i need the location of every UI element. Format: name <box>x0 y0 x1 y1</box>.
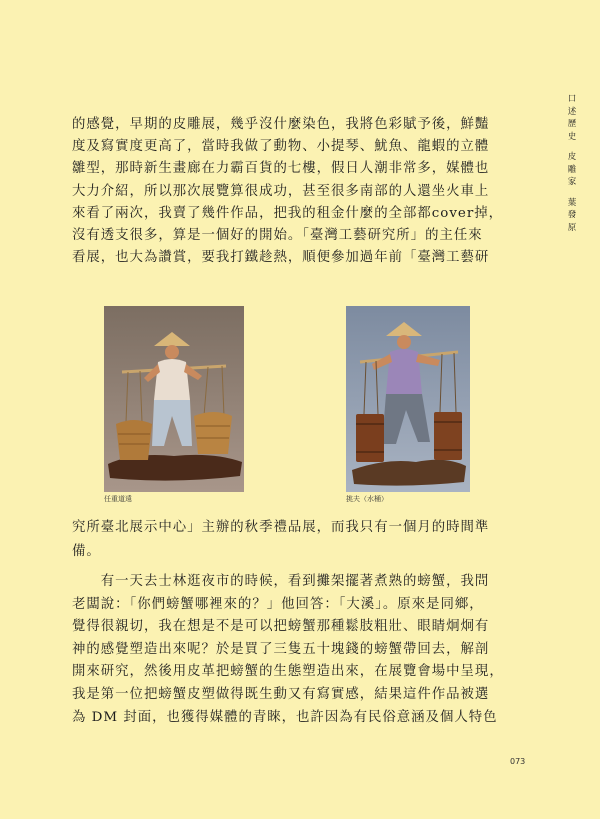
text-line: 備。 <box>72 544 101 559</box>
text-line: 開來研究，然後用皮革把螃蟹的生態塑造出來，在展覽會場中呈現， <box>72 664 504 680</box>
page-number: 073 <box>510 757 526 766</box>
figure-photo-porter-buckets <box>346 306 470 492</box>
paragraph-1 <box>72 114 520 269</box>
subject-title: 皮雕家 <box>567 152 577 187</box>
text-line: 老闆說：「你們螃蟹哪裡來的？」他回答：「大溪」。原來是同鄉， <box>72 596 484 612</box>
text-line: 沒有透支很多，算是一個好的開始。「臺灣工藝研究所」的主任來 <box>72 228 483 244</box>
figure-photo-porter-baskets <box>104 306 244 492</box>
text-line: 大力介紹，所以那次展覽算很成功，甚至很多南部的人還坐火車上 <box>72 183 490 199</box>
text-line: 為 DM 封面，也獲得媒體的青睞，也許因為有民俗意涵及個人特色 <box>72 709 498 725</box>
text-line: 的感覺，早期的皮雕展，幾乎沒什麼染色，我將色彩賦予後，鮮豔 <box>72 117 490 132</box>
series-title: 口述歷史 <box>567 94 577 142</box>
paragraph-2 <box>72 516 520 564</box>
text-line: 我是第一位把螃蟹皮塑做得既生動又有寫實感，結果這件作品被選 <box>72 686 490 702</box>
text-line: 來看了兩次，我賣了幾件作品，把我的租金什麼的全部都cover掉， <box>72 205 503 221</box>
figure-caption: 挑夫（水桶） <box>346 495 388 503</box>
text-line: 覺得很親切，我在想是不是可以把螃蟹那種鬆肢粗壯、眼睛炯炯有 <box>72 619 490 635</box>
text-line: 看展，也大為讚賞，要我打鐵趁熱，順便參加過年前「臺灣工藝研 <box>72 250 490 266</box>
running-header-vertical <box>564 93 580 242</box>
figure-caption: 任重道遠 <box>104 495 132 503</box>
text-line: 究所臺北展示中心」主辦的秋季禮品展，而我只有一個月的時間準 <box>72 520 490 535</box>
paragraph-3 <box>72 571 520 729</box>
subject-name: 葉發原 <box>567 197 577 233</box>
text-line: 雛型，那時新生畫廊在力霸百貨的七樓，假日人潮非常多，媒體也 <box>72 161 490 177</box>
text-line: 神的感覺塑造出來呢？於是買了三隻五十塊錢的螃蟹帶回去，解剖 <box>72 641 490 657</box>
text-line: 有一天去士林逛夜市的時候，看到攤架擺著煮熟的螃蟹，我問 <box>72 574 490 589</box>
text-line: 度及寫實度更高了，當時我做了動物、小提琴、魷魚、龍蝦的立體 <box>72 139 490 155</box>
